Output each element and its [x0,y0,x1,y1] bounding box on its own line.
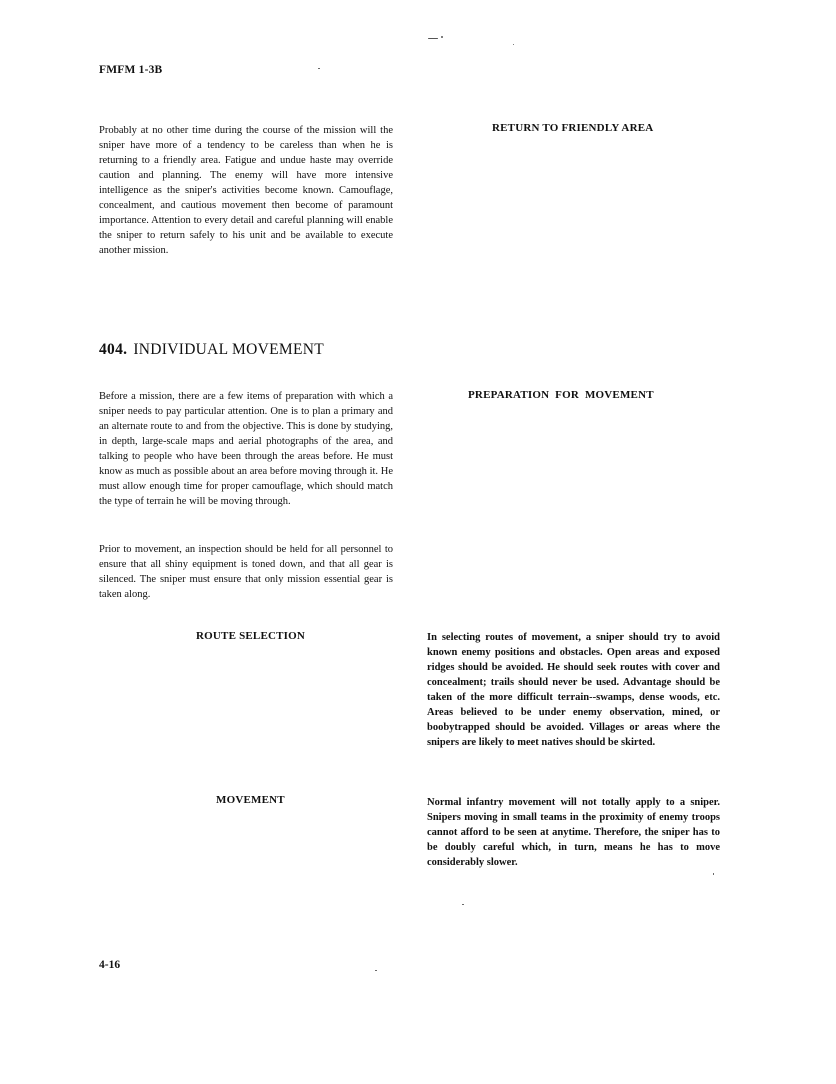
scan-speck [513,44,514,45]
page-number: 4-16 [99,959,121,971]
scan-speck [318,68,320,69]
movement-paragraph: Normal infantry movement will not totally apply to a sniper. Snipers moving in small teams in the proximity of enemy troops cannot afford to be seen at anytime. Therefore, the sniper has to be doubly careful which, in turn, means he has to move considerably slower. [427,797,720,868]
preparation-for-movement-heading: PREPARATION FOR MOVEMENT [468,389,654,401]
preparation-paragraph-1: Before a mission, there are a few items of preparation with which a sniper needs to pay particular attention. One is to plan a primary and an alternate route to and from the objective. This is done by studying, in depth, large-scale maps and aerial photographs of the area, and talking to people who have been through the areas before. He must know as much as possible about an area before moving through it. He must allow enough time for proper camouflage, which should match the type of terrain he will be moving through. [99,391,393,507]
scan-speck [713,873,714,875]
route-selection-heading: ROUTE SELECTION [196,630,306,642]
section-title-text: INDIVIDUAL MOVEMENT [133,341,324,358]
preparation-paragraph-2: Prior to movement, an inspection should be held for all personnel to ensure that all shiny equipment is toned down, and that all gear is silenced. The sniper must ensure that only mission essential gear is taken along. [99,544,393,600]
scan-speck [441,36,443,38]
scan-speck [375,970,377,971]
route-selection-paragraph: In selecting routes of movement, a sniper should try to avoid known enemy positions and obstacles. Open areas and exposed ridges should be avoided. He should seek routes with cover and concealment; trails should never be used. Advantage should be taken of the more difficult terrain--swamps, dense woods, etc. Areas believed to be under enemy observation, mined, or boobytrapped should be avoided. Villages or areas where the snipers are likely to meet natives should be skirted. [427,632,720,748]
movement-heading: MOVEMENT [216,794,285,806]
return-to-friendly-area-paragraph: Probably at no other time during the course of the mission will the sniper have more of a tendency to be careless than when he is returning to a friendly area. Fatigue and undue haste may override caution and planning. The enemy will have more intensive intelligence as the sniper's activities become known. Camouflage, concealment, and cautious movement then become of paramount importance. Attention to every detail and careful planning will enable the sniper to return safely to his unit and be available to execute another mission. [99,125,393,256]
document-header: FMFM 1-3B [99,64,163,76]
section-number: 404. [99,341,128,358]
scan-speck [428,38,438,39]
section-title [99,341,324,359]
scan-speck [462,904,464,905]
return-to-friendly-area-heading: RETURN TO FRIENDLY AREA [492,122,654,134]
